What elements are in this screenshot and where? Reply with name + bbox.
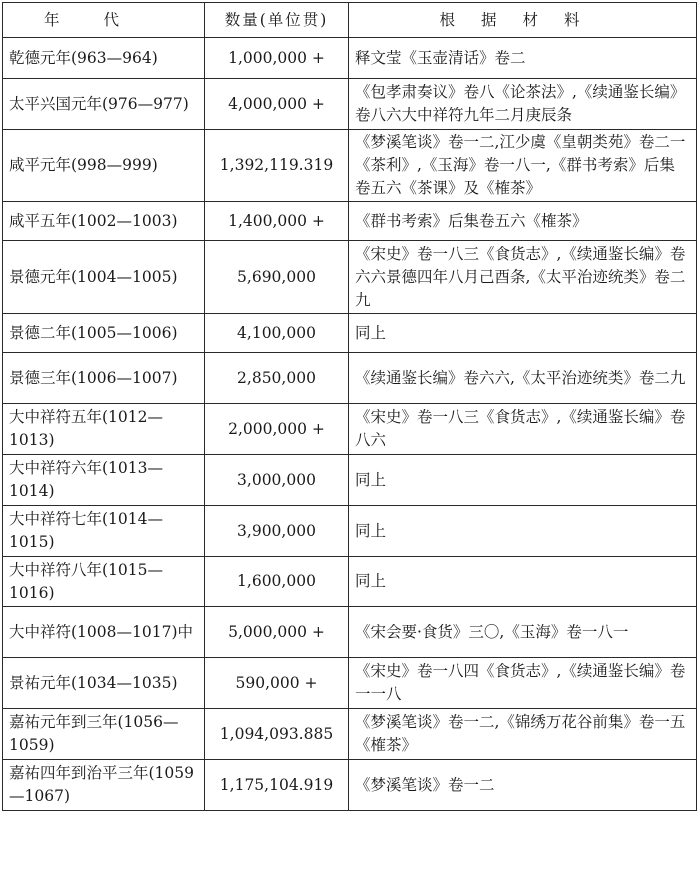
era-cell: 嘉祐四年到治平三年(1059—1067)	[3, 760, 205, 811]
source-cell: 《宋会要·食货》三〇,《玉海》卷一八一	[349, 607, 697, 658]
table-row	[3, 404, 697, 455]
header-amount: 数量(单位贯)	[205, 3, 349, 38]
source-cell: 同上	[349, 506, 697, 557]
source-cell: 同上	[349, 557, 697, 607]
table-row	[3, 130, 697, 202]
amount-cell: 1,392,119.319	[205, 130, 349, 202]
table-row	[3, 506, 697, 557]
table-row	[3, 607, 697, 658]
source-cell: 《包孝肃奏议》卷八《论茶法》,《续通鉴长编》卷八六大中祥符九年二月庚辰条	[349, 79, 697, 130]
source-cell: 《宋史》卷一八三《食货志》,《续通鉴长编》卷八六	[349, 404, 697, 455]
tea-revenue-table	[2, 2, 697, 811]
amount-cell: 3,000,000	[205, 455, 349, 506]
source-cell: 释文莹《玉壶清话》卷二	[349, 38, 697, 79]
amount-cell: 5,690,000	[205, 241, 349, 314]
amount-cell: 2,000,000 +	[205, 404, 349, 455]
era-cell: 咸平五年(1002—1003)	[3, 202, 205, 241]
table-row	[3, 38, 697, 79]
amount-cell: 2,850,000	[205, 353, 349, 404]
source-cell: 同上	[349, 455, 697, 506]
amount-cell: 4,000,000 +	[205, 79, 349, 130]
table-row	[3, 455, 697, 506]
amount-cell: 4,100,000	[205, 314, 349, 353]
source-cell: 《梦溪笔谈》卷一二,江少虞《皇朝类苑》卷二一《茶利》,《玉海》卷一八一,《群书考索》后集卷五六《茶课》及《榷茶》	[349, 130, 697, 202]
header-era: 年代	[3, 3, 205, 38]
table-row	[3, 760, 697, 811]
era-cell: 太平兴国元年(976—977)	[3, 79, 205, 130]
era-cell: 大中祥符(1008—1017)中	[3, 607, 205, 658]
source-cell: 《宋史》卷一八四《食货志》,《续通鉴长编》卷一一八	[349, 658, 697, 709]
source-cell: 《宋史》卷一八三《食货志》,《续通鉴长编》卷六六景德四年八月己酉条,《太平治迹统类》卷二九	[349, 241, 697, 314]
table-row	[3, 709, 697, 760]
era-cell: 景德三年(1006—1007)	[3, 353, 205, 404]
source-cell: 《群书考索》后集卷五六《榷茶》	[349, 202, 697, 241]
era-cell: 景德元年(1004—1005)	[3, 241, 205, 314]
amount-cell: 1,600,000	[205, 557, 349, 607]
era-cell: 景德二年(1005—1006)	[3, 314, 205, 353]
table-row	[3, 202, 697, 241]
source-cell: 《梦溪笔谈》卷一二	[349, 760, 697, 811]
source-cell: 《续通鉴长编》卷六六,《太平治迹统类》卷二九	[349, 353, 697, 404]
amount-cell: 3,900,000	[205, 506, 349, 557]
table-header-row	[3, 3, 697, 38]
table-row	[3, 557, 697, 607]
amount-cell: 5,000,000 +	[205, 607, 349, 658]
header-source: 根据材料	[349, 3, 697, 38]
table-row	[3, 241, 697, 314]
era-cell: 大中祥符七年(1014—1015)	[3, 506, 205, 557]
amount-cell: 1,000,000 +	[205, 38, 349, 79]
amount-cell: 1,400,000 +	[205, 202, 349, 241]
table-row	[3, 79, 697, 130]
era-cell: 大中祥符五年(1012—1013)	[3, 404, 205, 455]
era-cell: 乾德元年(963—964)	[3, 38, 205, 79]
table-row	[3, 314, 697, 353]
era-cell: 景祐元年(1034—1035)	[3, 658, 205, 709]
era-cell: 大中祥符八年(1015—1016)	[3, 557, 205, 607]
amount-cell: 1,175,104.919	[205, 760, 349, 811]
era-cell: 大中祥符六年(1013—1014)	[3, 455, 205, 506]
table-row	[3, 658, 697, 709]
era-cell: 咸平元年(998—999)	[3, 130, 205, 202]
source-cell: 《梦溪笔谈》卷一二,《锦绣万花谷前集》卷一五《榷茶》	[349, 709, 697, 760]
source-cell: 同上	[349, 314, 697, 353]
era-cell: 嘉祐元年到三年(1056—1059)	[3, 709, 205, 760]
table-row	[3, 353, 697, 404]
amount-cell: 590,000 +	[205, 658, 349, 709]
amount-cell: 1,094,093.885	[205, 709, 349, 760]
